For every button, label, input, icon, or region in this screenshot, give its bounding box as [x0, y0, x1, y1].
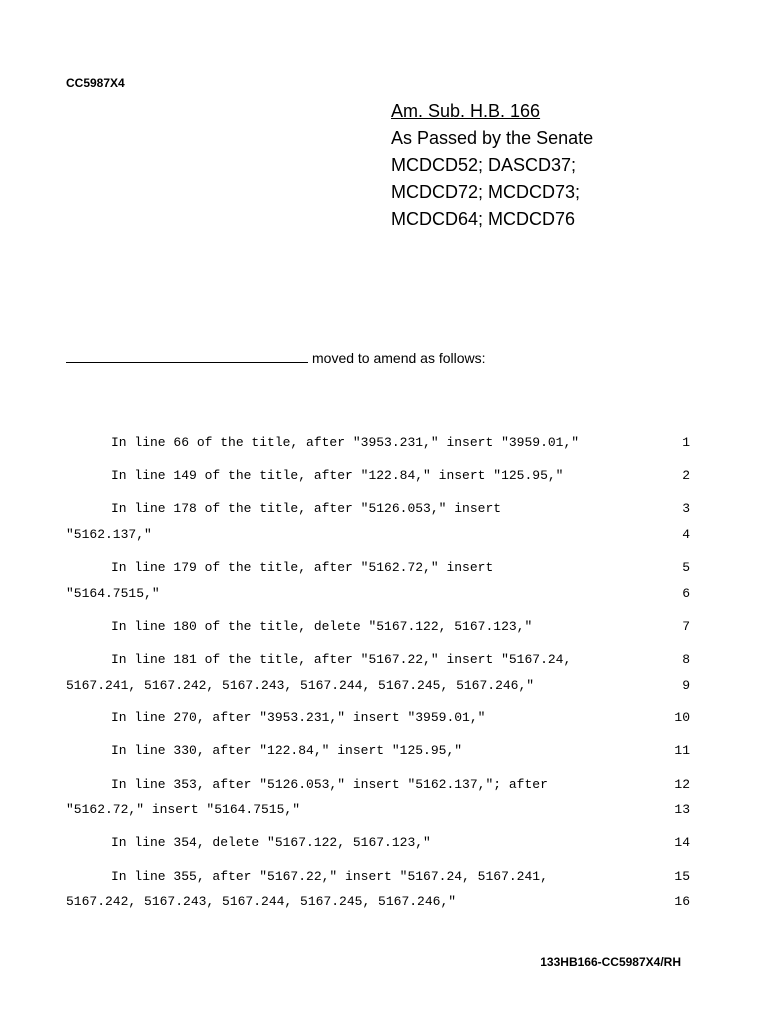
bill-header	[391, 98, 593, 233]
amendment-line	[66, 802, 690, 820]
line-number: 9	[682, 678, 690, 693]
amendment-line	[66, 435, 690, 453]
line-number: 13	[674, 802, 690, 817]
line-number: 14	[674, 835, 690, 850]
bill-codes-line-3: MCDCD64; MCDCD76	[391, 209, 576, 229]
amendment-line	[66, 527, 690, 545]
amendment-text: In line 149 of the title, after "122.84," insert "125.95,"	[111, 468, 564, 483]
line-number: 8	[682, 652, 690, 667]
amendment-text: 5167.242, 5167.243, 5167.244, 5167.245, 5167.246,"	[66, 894, 457, 909]
line-number: 3	[682, 501, 690, 516]
amendment-text: In line 354, delete "5167.122, 5167.123,"	[111, 835, 431, 850]
amendment-line	[66, 869, 690, 887]
amendment-line	[66, 560, 690, 578]
amendment-text: "5162.72," insert "5164.7515,"	[66, 802, 301, 817]
mover-text: moved to amend as follows:	[312, 350, 486, 366]
line-number: 2	[682, 468, 690, 483]
amendment-text: 5167.241, 5167.242, 5167.243, 5167.244, 5167.245, 5167.246,"	[66, 678, 535, 693]
amendment-text: In line 355, after "5167.22," insert "5167.24, 5167.241,	[111, 869, 548, 884]
line-number: 4	[682, 527, 690, 542]
mover-name-blank	[66, 351, 308, 363]
bill-codes-line-2: MCDCD72; MCDCD73;	[391, 182, 581, 202]
amendment-text: "5164.7515,"	[66, 586, 160, 601]
amendment-line	[66, 586, 690, 604]
line-number: 16	[674, 894, 690, 909]
amendment-line	[66, 619, 690, 637]
line-number: 11	[674, 743, 690, 758]
amendment-line	[66, 894, 690, 912]
amendment-text: In line 330, after "122.84," insert "125.95,"	[111, 743, 463, 758]
amendment-line	[66, 710, 690, 728]
amendment-text: In line 180 of the title, delete "5167.122, 5167.123,"	[111, 619, 533, 634]
bill-codes-line-1: MCDCD52; DASCD37;	[391, 155, 577, 175]
amendment-text: In line 270, after "3953.231," insert "3959.01,"	[111, 710, 486, 725]
mover-line	[66, 350, 486, 366]
footer-document-id: 133HB166-CC5987X4/RH	[540, 955, 681, 969]
amendment-line	[66, 652, 690, 670]
line-number: 6	[682, 586, 690, 601]
amendment-line	[66, 777, 690, 795]
bill-status: As Passed by the Senate	[391, 128, 594, 148]
amendment-line	[66, 678, 690, 696]
amendment-line	[66, 835, 690, 853]
document-id: CC5987X4	[66, 76, 125, 90]
bill-title: Am. Sub. H.B. 166	[391, 101, 541, 121]
line-number: 15	[674, 869, 690, 884]
amendment-text: In line 178 of the title, after "5126.053," insert	[111, 501, 502, 516]
line-number: 10	[674, 710, 690, 725]
line-number: 12	[674, 777, 690, 792]
line-number: 1	[682, 435, 690, 450]
amendment-line	[66, 468, 690, 486]
amendment-line	[66, 743, 690, 761]
amendment-line	[66, 501, 690, 519]
line-number: 7	[682, 619, 690, 634]
amendment-text: In line 353, after "5126.053," insert "5162.137,"; after	[111, 777, 548, 792]
amendment-text: "5162.137,"	[66, 527, 152, 542]
amendment-text: In line 181 of the title, after "5167.22," insert "5167.24,	[111, 652, 572, 667]
amendment-text: In line 66 of the title, after "3953.231," insert "3959.01,"	[111, 435, 580, 450]
amendment-text: In line 179 of the title, after "5162.72," insert	[111, 560, 494, 575]
line-number: 5	[682, 560, 690, 575]
